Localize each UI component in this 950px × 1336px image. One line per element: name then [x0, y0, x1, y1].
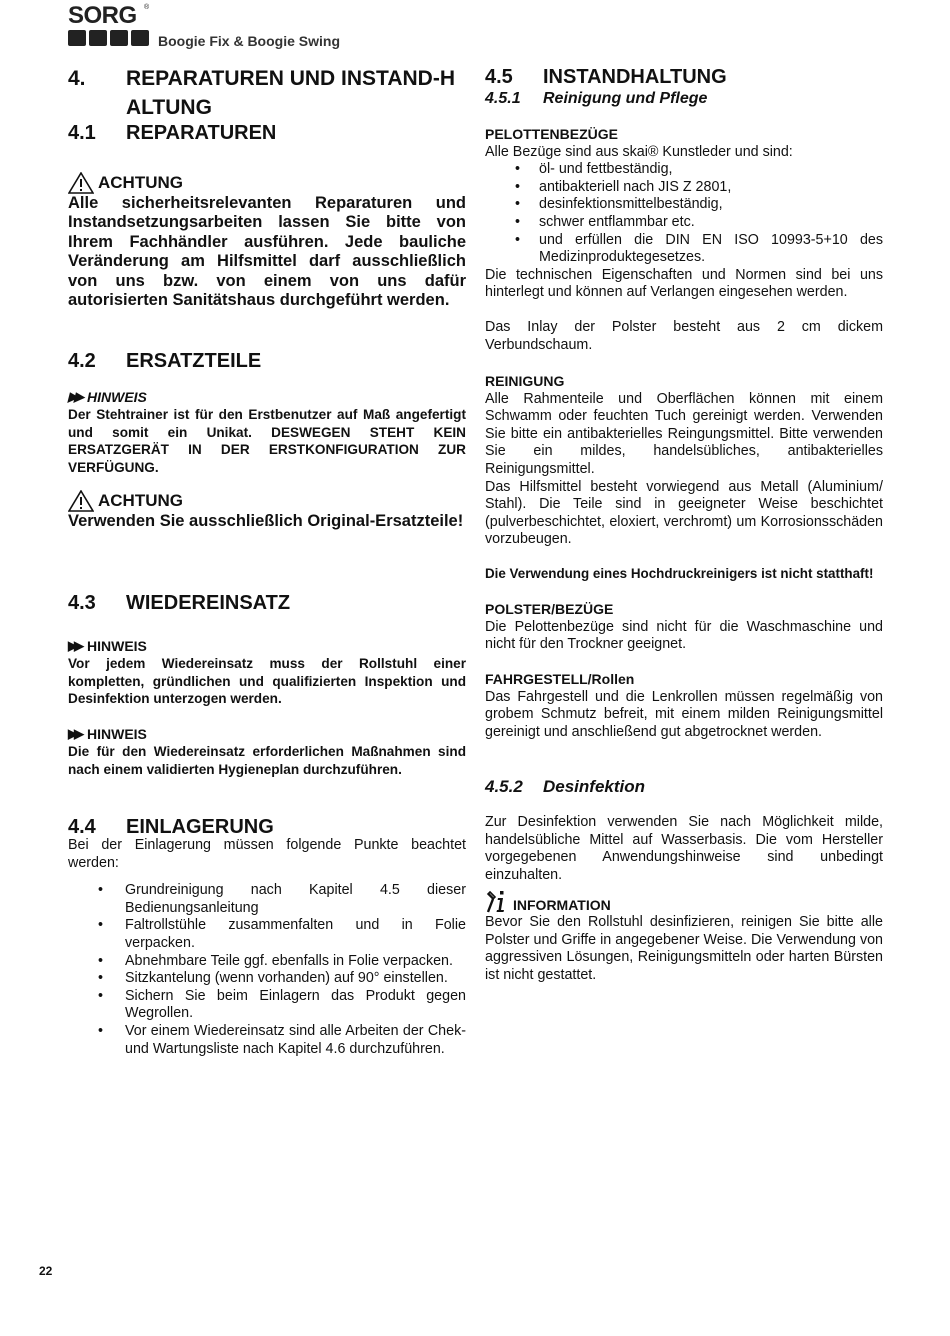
warning-box-repairs: [68, 172, 466, 310]
section-4-5-heading: 4.5 INSTANDHALTUNG: [485, 66, 727, 88]
section-4-1-heading: 4.1 REPARATUREN: [68, 122, 277, 144]
storage-intro: Bei der Einlagerung müssen folgende Punkte beachtet werden:: [68, 837, 466, 871]
list-item: • Sitzkantelung (wenn vorhanden) auf 90° einstellen.: [68, 970, 466, 988]
information-box: [485, 890, 883, 984]
section-4-3-heading: 4.3 WIEDEREINSATZ: [68, 592, 291, 614]
warning-label: ACHTUNG: [98, 491, 183, 510]
document-title: Boogie Fix & Boogie Swing: [158, 33, 340, 49]
paragraph: Alle Rahmenteile und Oberflächen können mit einem Schwamm oder feuchten Tuch gereinigt werden. Verwenden Sie bitte ein antibakterielles Reingungsmittel. Bitte verwenden Sie ein mildes, handelsübliches, antibakterielles Reinigungsmittel.: [485, 390, 883, 477]
information-text: Bevor Sie den Rollstuhl desinfizieren, reinigen Sie bitte alle Polster und Griffe in angegebener Weise. Die Verwendung von aggressiven Lösungen, Reinigungsmitteln oder harten Bürsten ist nicht gestattet.: [485, 914, 883, 983]
subheading: PELOTTENBEZÜGE: [485, 126, 619, 142]
section-4-4-heading: 4.4 EINLAGERUNG: [68, 816, 274, 838]
section-4-heading: 4. REPARATUREN UND INSTAND-HALTUNG: [68, 67, 455, 119]
list-item: • antibakteriell nach JIS Z 2801,: [485, 179, 883, 197]
list-item: • Vor einem Wiedereinsatz sind alle Arbeiten der Chek- und Wartungsliste nach Kapitel 4.6 durchzuführen.: [68, 1023, 466, 1058]
paragraph: Die technischen Eigenschaften und Normen sind bei uns hinterlegt und können auf Verlangen eingesehen werden.: [485, 266, 883, 301]
note-text: Die für den Wiedereinsatz erforderlichen Maßnahmen sind nach einem validierten Hygieneplan durchzuführen.: [68, 744, 466, 777]
fahrgestell-section: [485, 671, 883, 741]
information-icon: [485, 890, 509, 914]
logo-wordmark: SORG: [68, 2, 137, 29]
warning-triangle-icon: [68, 490, 94, 512]
note-label: HINWEIS: [87, 389, 147, 405]
warning-box-original-parts: [68, 490, 466, 531]
list-item: • desinfektionsmittelbeständig,: [485, 196, 883, 214]
list-item: • schwer entflammbar etc.: [485, 214, 883, 232]
list-item: • öl- und fettbeständig,: [485, 161, 883, 179]
list-item: • und erfüllen die DIN EN ISO 10993-5+10 des Medizinproduktegesetzes.: [485, 232, 883, 267]
section-4-5-2-heading: 4.5.2 Desinfektion: [485, 777, 646, 796]
warning-triangle-icon: [68, 172, 94, 194]
warning-label: ACHTUNG: [98, 173, 183, 192]
reinigung-section: [485, 373, 883, 549]
high-pressure-warning: Die Verwendung eines Hochdruckreinigers ist nicht statthaft!: [485, 566, 874, 581]
note-text: Vor jedem Wiedereinsatz muss der Rollstuhl einer kompletten, gründlichen und qualifizierten Inspektion und Desinfektion unterzogen werden.: [68, 656, 466, 707]
note-box-reuse-inspection: [68, 637, 466, 708]
storage-list: [68, 882, 466, 1058]
paragraph: Das Hilfsmittel besteht vorwiegend aus Metall (Aluminium/ Stahl). Die Teile sind in geeigneter Weise beschichtet (pulverbeschichtet, eloxiert, verchromt) um Korrosionsschäden vorzubeugen.: [485, 478, 883, 548]
storage-section-body: [68, 837, 466, 1058]
paragraph: Alle Bezüge sind aus skai® Kunstleder und sind:: [485, 143, 793, 160]
list-item: • Faltrollstühle zusammenfalten und in Folie verpacken.: [68, 917, 466, 952]
section-4-5-1-heading: 4.5.1 Reinigung und Pflege: [485, 90, 708, 107]
note-text: Der Stehtrainer ist für den Erstbenutzer auf Maß angefertigt und somit ein Unikat. DESWEGEN STEHT KEIN ERSATZGERÄT IN DER ERSTKONFIGURATION ZUR VERFÜGUNG.: [68, 407, 466, 475]
double-arrow-icon: ▶▶: [68, 389, 80, 404]
note-label: HINWEIS: [87, 638, 147, 654]
double-arrow-icon: ▶▶: [68, 638, 80, 653]
desinfektion-paragraph: Zur Desinfektion verwenden Sie nach Möglichkeit milde, handelsübliche Mittel auf Wasserbasis. Die vom Hersteller vorgegebenen Anwendungshinweise sind unbedingt einzuhalten.: [485, 814, 883, 883]
list-item: • Abnehmbare Teile ggf. ebenfalls in Folie verpacken.: [68, 953, 466, 971]
note-box-spare-parts: [68, 388, 466, 476]
paragraph: Das Fahrgestell und die Lenkrollen müssen regelmäßig von grobem Schmutz befreit, mit einem milden Reinigungsmittel gereinigt und anschließend gut abgetrocknet werden.: [485, 688, 883, 740]
warning-text: Verwenden Sie ausschließlich Original-Ersatzteile!: [68, 512, 464, 530]
pelotten-section: [485, 126, 883, 354]
properties-list: [485, 161, 883, 267]
list-item: • Grundreinigung nach Kapitel 4.5 dieser Bedienungsanleitung: [68, 882, 466, 917]
section-4-2-heading: 4.2 ERSATZTEILE: [68, 350, 262, 372]
subheading: REINIGUNG: [485, 373, 565, 389]
note-label: HINWEIS: [87, 726, 147, 742]
sorg-logo: SORG ®: [68, 4, 150, 48]
polster-section: [485, 601, 883, 654]
double-arrow-icon: ▶▶: [68, 726, 80, 741]
paragraph: Das Inlay der Polster besteht aus 2 cm dickem Verbundschaum.: [485, 318, 883, 353]
logo-blocks: [68, 30, 149, 46]
list-item: • Sichern Sie beim Einlagern das Produkt gegen Wegrollen.: [68, 988, 466, 1023]
page-number: 22: [39, 1264, 53, 1278]
note-box-hygiene-plan: [68, 725, 466, 778]
subheading: POLSTER/BEZÜGE: [485, 601, 614, 617]
subheading: FAHRGESTELL/Rollen: [485, 671, 635, 687]
paragraph: Die Pelottenbezüge sind nicht für die Waschmaschine und nicht für den Trockner geeignet.: [485, 618, 883, 653]
information-label: INFORMATION: [513, 897, 611, 913]
warning-text: Alle sicherheitsrelevanten Reparaturen und Instandsetzungsarbeiten lassen Sie bitte von Ihrem Fachhändler ausführen. Jede bauliche Veränderung am Hilfsmittel darf ausschließlich von uns bzw. von einem von uns dafür autorisierten Sanitätshaus durchgeführt werden.: [68, 194, 466, 310]
